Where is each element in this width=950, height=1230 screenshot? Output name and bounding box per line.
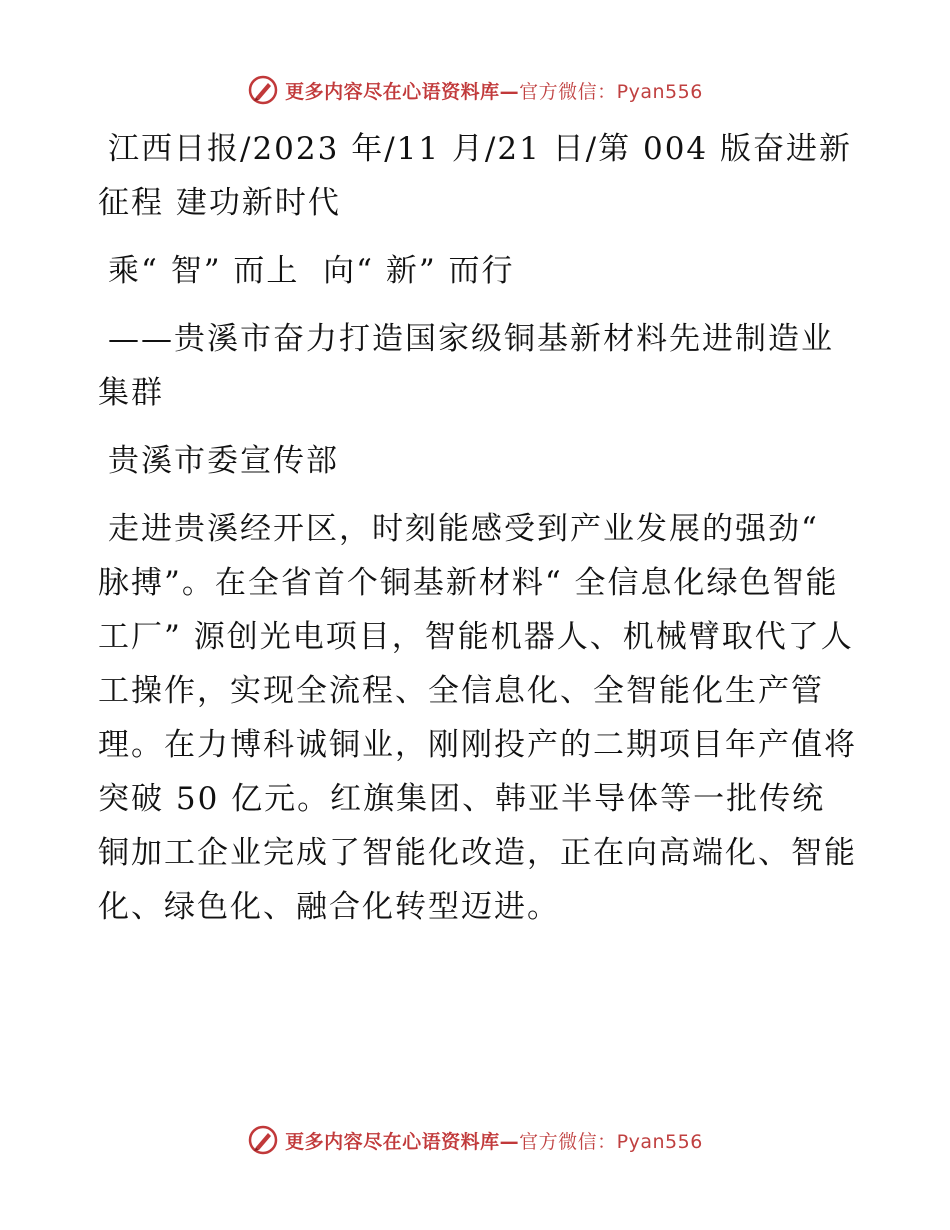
watermark-text (285, 1127, 703, 1154)
watermark-header (0, 70, 950, 110)
watermark-text (285, 77, 703, 104)
dateline: 江西日报/2023 年/11 月/21 日/第 004 版奋进新征程 建功新时代 (98, 131, 853, 221)
article (98, 122, 858, 934)
pen-seal-icon (247, 74, 279, 106)
pen-seal-icon (247, 1124, 279, 1156)
author: 贵溪市委宣传部 (108, 443, 339, 479)
article-body: 走进贵溪经开区，时刻能感受到产业发展的强劲“ 脉搏”。在全省首个铜基新材料“ 全信息化绿色智能工厂” 源创光电项目，智能机器人、机械臂取代了人工操作，实现全流程、全信息化、全智能化生产管理。在力博科诚铜业，刚刚投产的二期项目年产值将突破 50 亿元。红旗集团、韩亚半导体等一批传统铜加工企业完成了智能化改造，正在向高端化、智能化、绿色化、融合化转型迈进。 (98, 511, 857, 925)
watermark-site: 更多内容尽在心语资料库— (285, 1130, 520, 1153)
watermark-footer (0, 1120, 950, 1160)
watermark-site: 更多内容尽在心语资料库— (285, 80, 520, 103)
watermark-wechat: 官方微信：Pyan556 (519, 1130, 703, 1153)
headline: 乘“ 智” 而上 向“ 新” 而行 (108, 253, 515, 289)
subheadline: ——贵溪市奋力打造国家级铜基新材料先进制造业集群 (98, 321, 834, 411)
watermark-wechat: 官方微信：Pyan556 (519, 80, 703, 103)
